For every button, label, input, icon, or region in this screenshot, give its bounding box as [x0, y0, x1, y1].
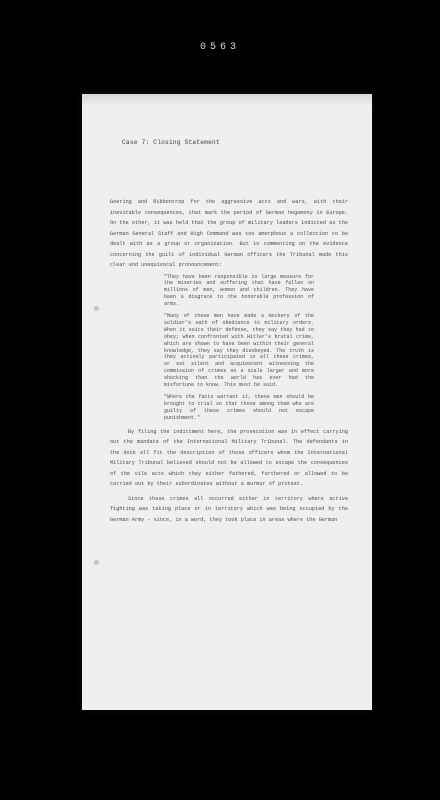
punch-hole-icon	[94, 306, 99, 311]
body-paragraph: Since these crimes all occurred either in territory where active fighting was taking place or in territory which was being occupied by the German Army - since, in a word, they took place in areas where the German	[110, 495, 348, 523]
document-heading: Case 7: Closing Statement	[122, 139, 220, 146]
tribunal-quote	[164, 274, 314, 422]
quote-paragraph: "Where the facts warrant it, these men should be brought to trial so that those among them who are guilty of these crimes should not escape punishment."	[164, 394, 314, 421]
document-body	[110, 197, 348, 525]
quote-paragraph: "They have been responsible in large measure for the miseries and suffering that have fallen on millions of men, women and children. They have been a disgrace to the honorable profession of arms.	[164, 273, 314, 308]
body-paragraph: Goering and Ribbentrop for the aggressive acts and wars, with their inevitable consequences, that mark the period of German hegemony in Europe. On the other, it was held that the group of military leaders indicted as the German General Staff and High Command was too amorphous a collection to be dealt with as a group or organization. But in commenting on the evidence concerning the guilt of individual German officers the Tribunal made this clear and unequivocal pronouncement:	[110, 199, 348, 268]
page-top-shadow	[82, 94, 372, 106]
document-page	[82, 94, 372, 710]
punch-hole-icon	[94, 560, 99, 565]
microfilm-frame-number: 0563	[199, 42, 240, 53]
body-paragraph: By filing the indictment here, the prosecution was in effect carrying out the mandate of the International Military Tribunal. The defendants in the dock all fit the description of those officers whom the International Military Tribunal believed should not be allowed to escape the consequences of the vile acts which they either fathered, furthered or allowed to be carried out by their subordinates without a murmur of protest.	[110, 428, 348, 488]
quote-paragraph: "Many of these men have made a mockery of the soldier's oath of obedience to military orders. When it suits their defense, they say they had to obey; when confronted with Hitler's brutal crime, which are shown to have been within their general knowledge, they say they disobeyed. The truth is they actively participated in all these crimes, or sat silent and acquiescent witnessing the commission of crimes on a scale larger and more shocking than the world has ever had the misfortune to know. This must be said.	[164, 313, 314, 389]
